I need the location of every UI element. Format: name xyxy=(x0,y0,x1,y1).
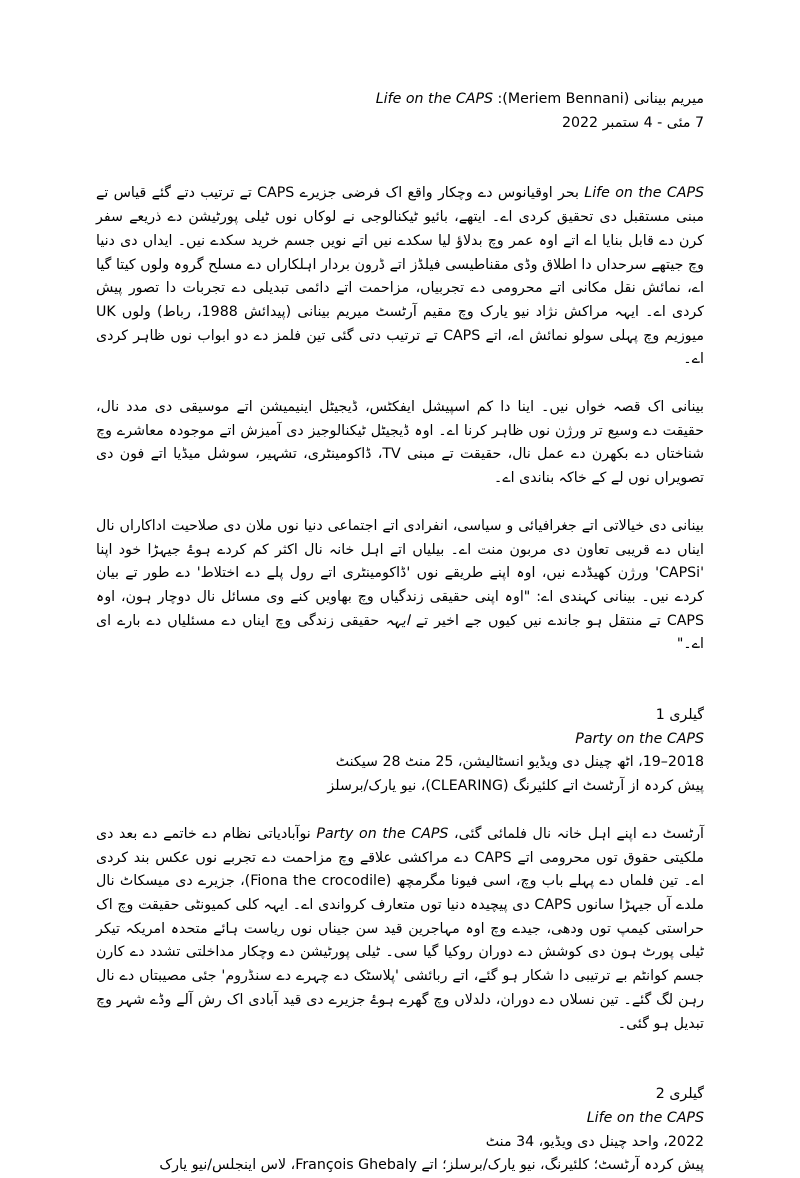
gallery-1-description-lead: آرٹسٹ دے اپنے اہل خانہ نال فلمائی گئی، xyxy=(448,825,705,842)
gallery-1-work-title xyxy=(96,728,704,752)
gallery-1-description-work-italic: Party on the CAPS xyxy=(316,825,449,842)
spacer xyxy=(96,135,704,182)
emphasis-word: ایہہ xyxy=(385,612,410,629)
gallery-2-block xyxy=(96,1083,704,1178)
exhibition-title-italic: Life on the CAPS xyxy=(375,91,494,107)
gallery-2-credit-gallery-name: François Ghebaly xyxy=(295,1157,417,1174)
gallery-1-credit: پیش کردہ از آرٹسٹ اتے کلئیرنگ (CLEARING)، نیو یارک/برسلز xyxy=(327,778,704,795)
gallery-1-media-details: 2018–19، اٹھ چینل دی ویڈیو انسٹالیشن، 25 منٹ 28 سیکنٹ xyxy=(335,754,704,771)
gallery-2-work-title xyxy=(96,1107,704,1131)
gallery-2-credit xyxy=(96,1154,704,1178)
gallery-2-credit-lead: پیش کردہ آرٹسٹ؛ کلئیرنگ، نیو یارک/برسلز؛ اتے xyxy=(416,1157,704,1174)
spacer xyxy=(96,372,704,396)
collaboration-paragraph-tail: حقیقی زندگی وچ ایناں دے مسئلیاں دے بارے ای اے۔" xyxy=(96,612,704,653)
intro-lead-italic-title: Life on the CAPS xyxy=(584,185,705,202)
gallery-1-block xyxy=(96,704,704,799)
exhibition-dates: 7 مئی - 4 ستمبر 2022 xyxy=(561,114,704,131)
gallery-1-description-paragraph xyxy=(96,823,704,1036)
intro-paragraph xyxy=(96,182,704,372)
gallery-1-description-body: نوآبادیاتی نظام دے خاتمے دے بعد دی ملکیتی حقوق توں محرومی اتے CAPS دے مراکشی علاقے وچ مزاحمت دے تجربے نوں عکس بند کردی اے۔ تین فلماں دے پہلے باب وچ، اسی فیونا مگرمچھ (Fiona the crocodile)، جزیرے دی میسکاٹ نال ملدے آں جیہڑا سانوں CAPS دی پیچیدہ دنیا توں متعارف کرواندی اے۔ ایہہ کلی کمیونٹی حقیقت وچ اک حراستی کیمپ توں ودھی، جیدے وچ اوہ مہاجرین قید سن جیناں نوں ریاست ہائے متحدہ امریکہ تیکر ٹیلی پورٹ ہون دی کوشش دے دوران روکیا گیا سی۔ ٹیلی پورٹیشن دے وچکار مداخلتی تشدد دے کارن جسم کوانٹم بے ترتیبی دا شکار ہو گئے، اتے ربائشی 'پلاسٹک دے چہرے دے سنڈروم' جئی مصیبتاں دے نال رہن لگ گئے۔ تین نسلاں دے دوران، دلدلاں وچ گھرے ہوۓ جزیرے دی قید آبادی اک رش آلے وڈے شہر وچ تبدیل ہو گئی۔ xyxy=(96,825,705,1032)
exhibition-title-line xyxy=(96,88,704,112)
spacer xyxy=(96,1036,704,1083)
gallery-1-heading: گیلری 1 xyxy=(655,707,704,724)
artist-name-text: میریم بینانی (Meriem Bennani): xyxy=(493,91,704,107)
spacer xyxy=(96,491,704,515)
gallery-1-work-title-italic: Party on the CAPS xyxy=(575,730,704,747)
gallery-2-media-details: 2022، واحد چینل دی ویڈیو، 34 منٹ xyxy=(485,1133,704,1150)
gallery-2-work-title-italic: Life on the CAPS xyxy=(586,1109,704,1126)
spacer xyxy=(96,799,704,823)
document-header xyxy=(96,88,704,135)
collaboration-paragraph-body: بینانی دی خیالاتی اتے جغرافیائی و سیاسی، انفرادی اتے اجتماعی دنیا نوں ملان دی صلاحیت اداکاراں نال ایناں دے قریبی تعاون دی مربون منت اے۔ بیلیاں اتے اہل خانہ نال اکثر کم کردے ہوۓ جیہڑا خود اپنا 'CAPSi' ورژن کھیڈدے نیں، اوہ اپنے طریقے نوں 'ڈاکومینٹری اتے رول پلے دے اختلاط' دے طور تے بیان کردے نیں۔ بینانی کہندی اے: "اوہ اپنی حقیقی زندگیاں وچ بھاویں کنے وی مسائل نال دوچار ہون، اوہ CAPS تے منتقل ہو جاندے نیں کیوں جے اخیر تے xyxy=(96,517,704,629)
practice-paragraph: بینانی اک قصہ خواں نیں۔ اینا دا کم اسپیشل ایفکٹس، ڈیجیٹل اینیمیشن اتے موسیقی دی مدد نال، حقیقت دے وسیع تر ورژن نوں ظاہر کرنا اے۔ اوہ ڈیجیٹل ٹیکنالوجیز دی آمیزش اتے موجودہ معاشرے وچ شناختاں دے بکھرن دے عمل نال، حقیقت تے مبنی TV، ڈاکومینٹری، تشہیر، سوشل میڈیا اتے فون دی تصویراں نوں لے کے خاکہ بناندی اے۔ xyxy=(96,399,704,487)
gallery-2-heading: گیلری 2 xyxy=(655,1086,704,1103)
gallery-2-credit-tail: ، لاس اینجلس/نیو یارک xyxy=(159,1157,296,1174)
collaboration-paragraph xyxy=(96,515,704,657)
spacer xyxy=(96,657,704,704)
intro-paragraph-body: بحر اوقیانوس دے وچکار واقع اک فرضی جزیرے CAPS تے ترتیب دتے گئے قیاس تے مبنی مستقبل دی تحقیق کردی اے۔ ایتھے، بائیو ٹیکنالوجی نے لوکاں نوں ٹیلی پورٹیشن دے ذریعے سفر کرن دے قابل بنایا اے اتے اوہ عمر وچ بدلاؤ لیا سکدے نیں اتے نویں جسم خرید سکدے نیں۔ ایداں دی دنیا وچ جیتھے سرحداں دا اطلاق وڈی مقناطیسی فیلڈز اتے ڈرون بردار اہلکاراں دے مسلح گروہ ولوں کیتا گیا اے، نمائش نقل مکانی اتے محرومی دے تجربیاں، مزاحمت اتے دائمی تبدیلی دے تجربات دا تصور پیش کردی اے۔ ایہہ مراکش نژاد نیو یارک وچ مقیم آرٹسٹ میریم بینانی (پیدائش 1988، رباط) ولوں UK میوزیم وچ پہلی سولو نمائش اے، اتے CAPS تے ترتیب دتی گئی تین فلمز دے دو ابواب نوں ظاہر کردی اے۔ xyxy=(96,185,705,368)
